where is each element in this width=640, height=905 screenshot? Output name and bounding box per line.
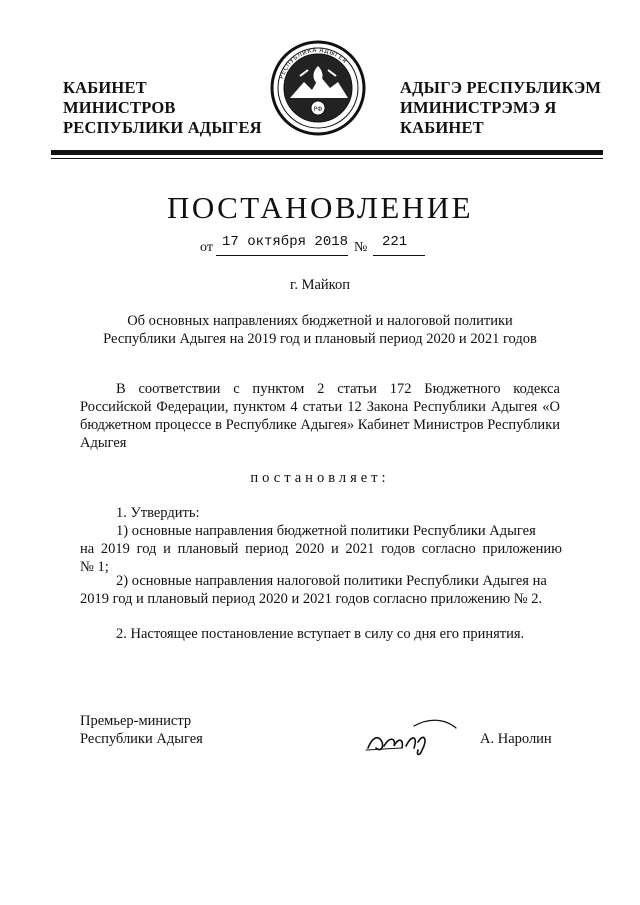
- header-right-line2: ИМИНИСТРЭМЭ Я КАБИНЕТ: [400, 98, 557, 137]
- point-1-1-line-c: № 1;: [80, 559, 109, 575]
- document-subject: [60, 312, 580, 348]
- subject-line1: Об основных направлениях бюджетной и налоговой политики: [127, 313, 513, 329]
- document-preamble: [80, 380, 560, 452]
- header-left: [63, 78, 263, 138]
- document-number: 221: [382, 234, 408, 250]
- document-title: ПОСТАНОВЛЕНИЕ: [166, 190, 474, 225]
- signatory-title-line2: Республики Адыгея: [80, 731, 203, 747]
- point-1-1-line-a: 1) основные направления бюджетной политики Республики Адыгея: [116, 523, 536, 539]
- point-2: 2. Настоящее постановление вступает в силу со дня его принятия.: [116, 626, 525, 642]
- emblem-arc-text: РЕСПУБЛИКА АДЫГЕЯ: [278, 46, 349, 80]
- point-1-2-line-b: 2019 год и плановый период 2020 и 2021 годов согласно приложению № 2.: [80, 591, 543, 607]
- coat-of-arms-emblem: [268, 36, 368, 140]
- date-underline: [216, 255, 348, 256]
- point-1: 1. Утвердить:: [116, 505, 200, 521]
- number-underline: [373, 255, 425, 256]
- handwritten-signature: [362, 712, 462, 760]
- number-prefix: №: [354, 240, 368, 255]
- header-left-line2: РЕСПУБЛИКИ АДЫГЕЯ: [63, 118, 262, 137]
- date-prefix: от: [200, 240, 213, 255]
- header-right: [400, 78, 620, 138]
- header-rule-thin: [51, 158, 603, 159]
- header-rule-thick: [51, 150, 603, 155]
- emblem-abbr: РФ: [313, 106, 323, 113]
- point-1-1-line-b: на 2019 год и плановый период 2020 и 2021 годов согласно приложению: [80, 541, 562, 557]
- point-1-2-line-a: 2) основные направления налоговой политики Республики Адыгея на: [116, 573, 547, 589]
- preamble-text: В соответствии с пунктом 2 статьи 172 Бюджетного кодекса Российской Федерации, пунктом 4 статьи 12 Закона Республики Адыгея «О бюджетном процессе в Республике Адыгея» Кабинет Министров Республики Адыгея: [80, 381, 560, 451]
- subject-line2: Республики Адыгея на 2019 год и плановый период 2020 и 2021 годов: [103, 331, 537, 347]
- decides-heading: постановляет:: [250, 470, 390, 486]
- document-city: г. Майкоп: [290, 277, 350, 293]
- signatory-title-line1: Премьер-министр: [80, 713, 192, 729]
- header-left-line1: КАБИНЕТ МИНИСТРОВ: [63, 78, 176, 117]
- signatory-name: А. Наролин: [480, 731, 552, 747]
- document-date: 17 октября 2018: [222, 234, 349, 250]
- header-right-line1: АДЫГЭ РЕСПУБЛИКЭМ: [400, 78, 602, 97]
